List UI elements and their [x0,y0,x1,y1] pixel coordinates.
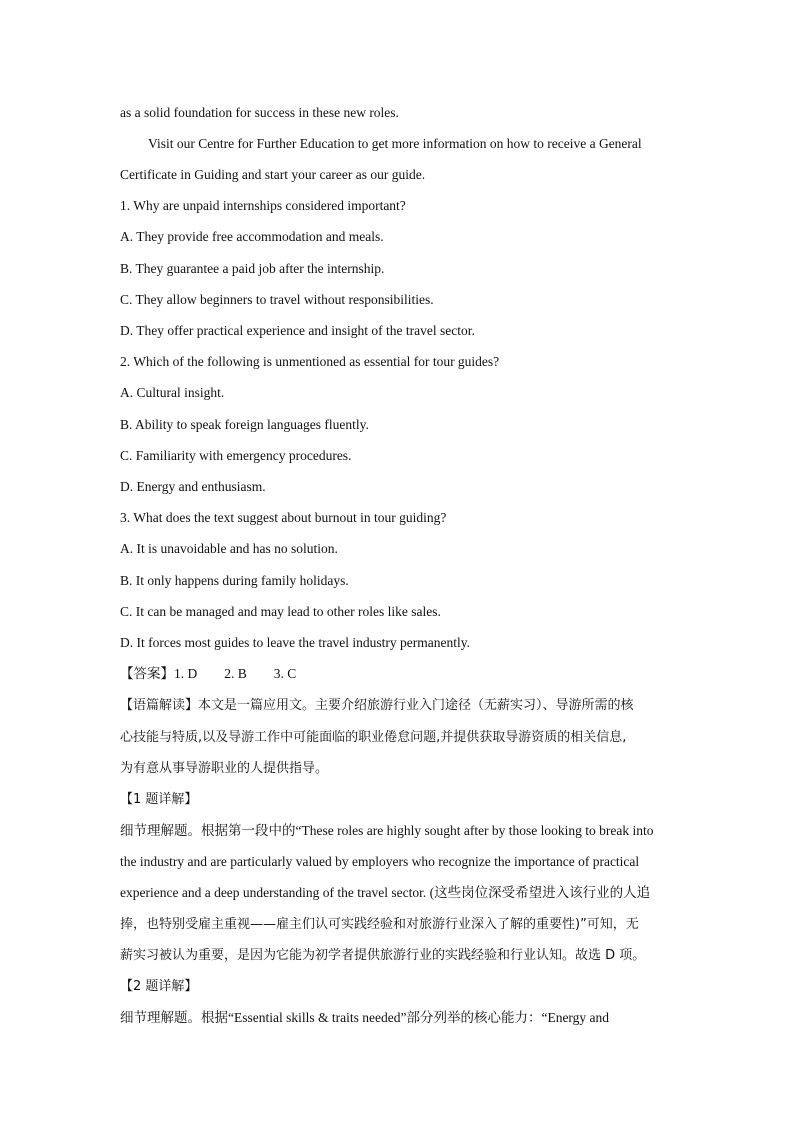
question-option: C. Familiarity with emergency procedures. [120,448,352,463]
q1-detail-line: experience and a deep understanding of the travel sector. (这些岗位深受希望进入该行业的人追 [120,885,651,900]
question-stem: 1. Why are unpaid internships considered important? [120,198,406,213]
question-option: B. It only happens during family holidays. [120,573,349,588]
q1-detail-line: the industry and are particularly valued by employers who recognize the importance of practical [120,854,640,869]
question-stem: 3. What does the text suggest about burnout in tour guiding? [120,510,447,525]
q1-detail-line: 薪实习被认为重要，是因为它能为初学者提供旅游行业的实践经验和行业认知。故选 D 项。 [120,948,646,963]
answer-key: 【答案】1. D 2. B 3. C [120,666,297,681]
q2-detail-line: 细节理解题。根据“Essential skills & traits needed”部分列举的核心能力：“Energy and [120,1010,610,1025]
q1-detail-line: 细节理解题。根据第一段中的“These roles are highly sought after by those looking to break into [120,823,654,838]
interpretation-line: 心技能与特质,以及导游工作中可能面临的职业倦怠问题,并提供获取导游资质的相关信息, [120,730,627,745]
question-option: B. Ability to speak foreign languages fluently. [120,417,369,432]
question-option: A. Cultural insight. [120,385,225,400]
passage-line: Certificate in Guiding and start your career as our guide. [120,167,426,182]
interpretation-line: 【语篇解读】本文是一篇应用文。主要介绍旅游行业入门途径（无薪实习）、导游所需的核 [120,698,634,713]
q2-detail-heading: 【2 题详解】 [120,979,198,994]
question-option: A. They provide free accommodation and meals. [120,229,384,244]
question-option: D. They offer practical experience and insight of the travel sector. [120,323,475,338]
question-stem: 2. Which of the following is unmentioned as essential for tour guides? [120,354,500,369]
question-option: D. It forces most guides to leave the travel industry permanently. [120,635,471,650]
question-option: B. They guarantee a paid job after the internship. [120,261,385,276]
passage-line: as a solid foundation for success in these new roles. [120,105,399,120]
interpretation-line: 为有意从事导游职业的人提供指导。 [120,761,329,776]
q1-detail-heading: 【1 题详解】 [120,792,198,807]
question-option: C. It can be managed and may lead to other roles like sales. [120,604,441,619]
question-option: C. They allow beginners to travel without responsibilities. [120,292,434,307]
passage-line: Visit our Centre for Further Education to get more information on how to receive a General [148,136,642,151]
q1-detail-line: 捧，也特别受雇主重视——雇主们认可实践经验和对旅游行业深入了解的重要性)”可知，无 [120,917,639,932]
question-option: D. Energy and enthusiasm. [120,479,266,494]
question-option: A. It is unavoidable and has no solution. [120,541,338,556]
